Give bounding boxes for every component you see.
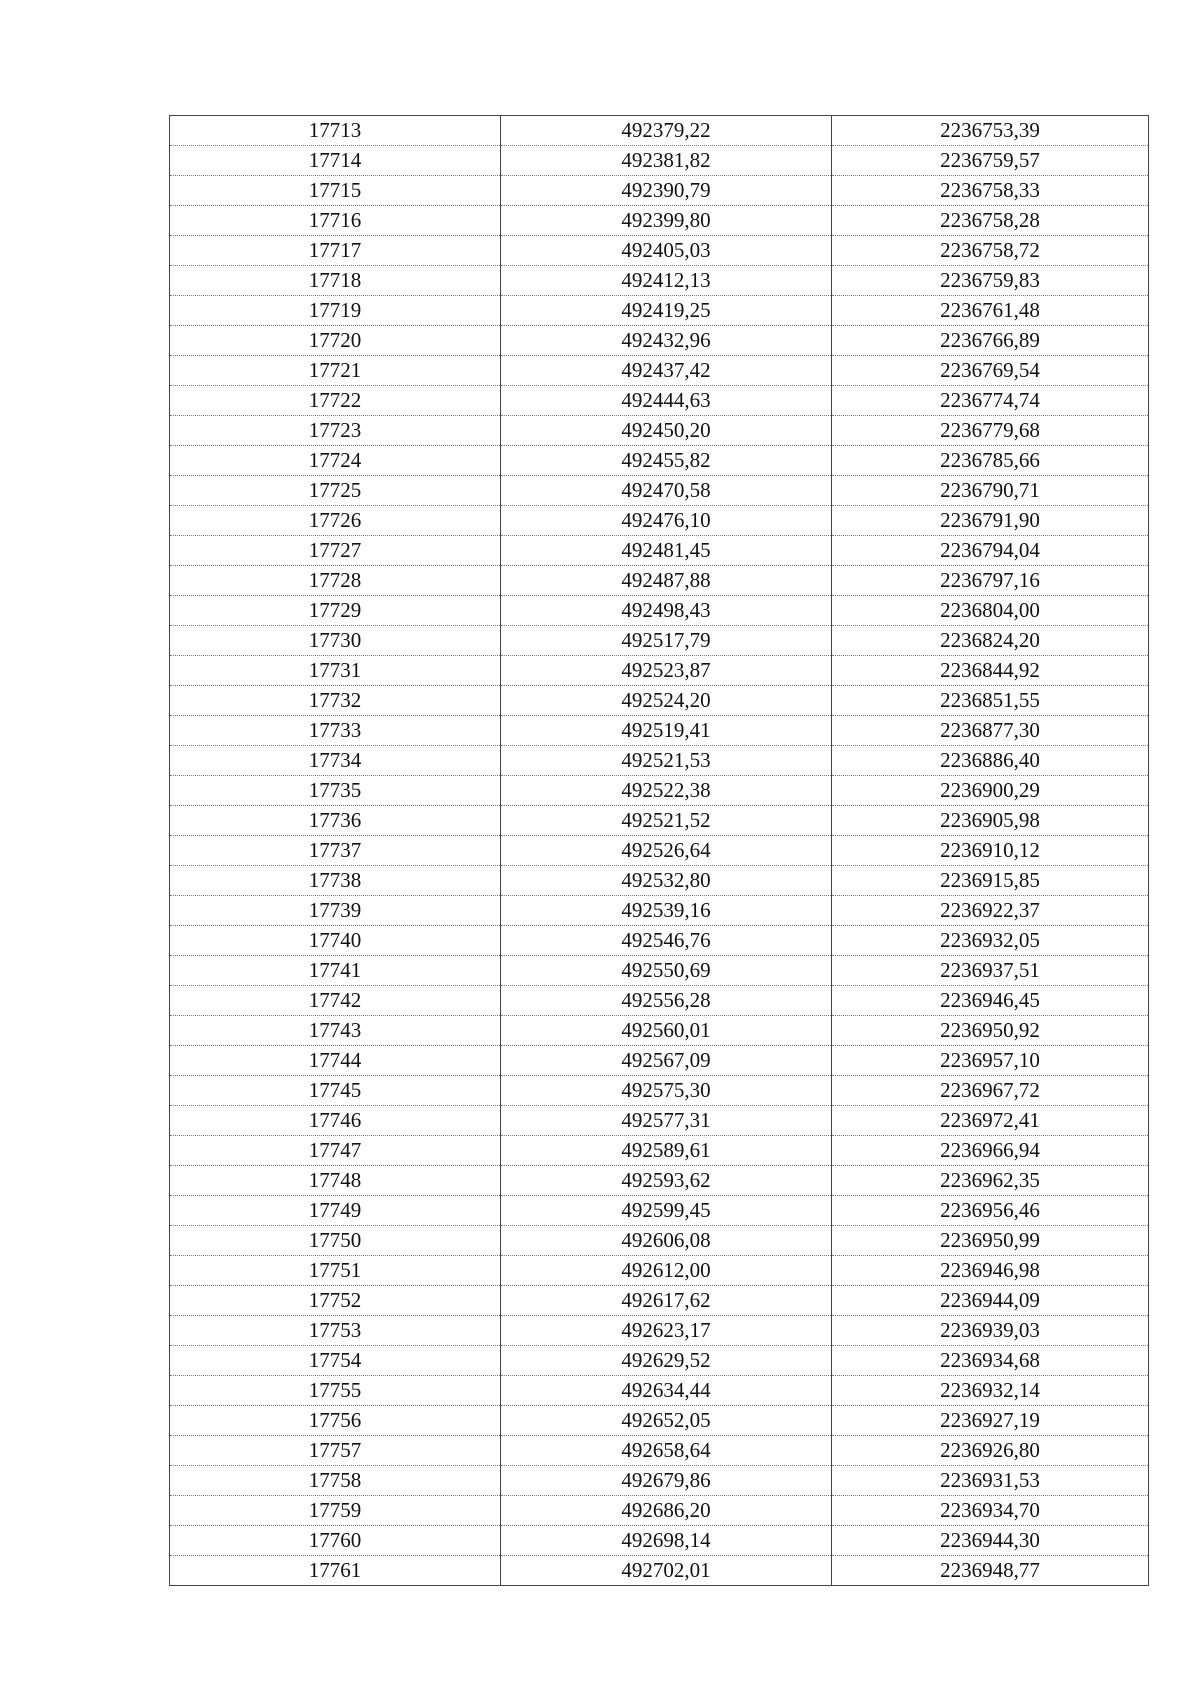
y-coordinate-cell: 2236753,39 [832,116,1149,146]
y-coordinate-cell: 2236931,53 [832,1466,1149,1496]
x-coordinate-cell: 492432,96 [501,326,832,356]
y-coordinate-cell: 2236944,30 [832,1526,1149,1556]
point-number-cell: 17758 [170,1466,501,1496]
point-number-cell: 17737 [170,836,501,866]
point-number-cell: 17731 [170,656,501,686]
x-coordinate-cell: 492679,86 [501,1466,832,1496]
table-row [170,536,1149,566]
point-number-cell: 17713 [170,116,501,146]
table-row [170,926,1149,956]
table-row [170,1406,1149,1436]
table-row [170,1556,1149,1586]
table-row [170,1016,1149,1046]
point-number-cell: 17733 [170,716,501,746]
table-row [170,476,1149,506]
point-number-cell: 17751 [170,1256,501,1286]
point-number-cell: 17722 [170,386,501,416]
point-number-cell: 17723 [170,416,501,446]
point-number-cell: 17745 [170,1076,501,1106]
x-coordinate-cell: 492593,62 [501,1166,832,1196]
table-row [170,326,1149,356]
table-row [170,686,1149,716]
table-row [170,986,1149,1016]
x-coordinate-cell: 492567,09 [501,1046,832,1076]
table-row [170,1436,1149,1466]
x-coordinate-cell: 492455,82 [501,446,832,476]
point-number-cell: 17754 [170,1346,501,1376]
y-coordinate-cell: 2236967,72 [832,1076,1149,1106]
table-row [170,1496,1149,1526]
table-row [170,1046,1149,1076]
x-coordinate-cell: 492629,52 [501,1346,832,1376]
y-coordinate-cell: 2236794,04 [832,536,1149,566]
x-coordinate-cell: 492476,10 [501,506,832,536]
y-coordinate-cell: 2236797,16 [832,566,1149,596]
point-number-cell: 17724 [170,446,501,476]
table-row [170,1226,1149,1256]
y-coordinate-cell: 2236844,92 [832,656,1149,686]
y-coordinate-cell: 2236774,74 [832,386,1149,416]
y-coordinate-cell: 2236759,57 [832,146,1149,176]
point-number-cell: 17760 [170,1526,501,1556]
x-coordinate-cell: 492412,13 [501,266,832,296]
x-coordinate-cell: 492526,64 [501,836,832,866]
table-row [170,866,1149,896]
table-row [170,596,1149,626]
x-coordinate-cell: 492399,80 [501,206,832,236]
table-row [170,1136,1149,1166]
table-row [170,266,1149,296]
y-coordinate-cell: 2236972,41 [832,1106,1149,1136]
table-row [170,1346,1149,1376]
table-row [170,1256,1149,1286]
x-coordinate-cell: 492419,25 [501,296,832,326]
point-number-cell: 17747 [170,1136,501,1166]
x-coordinate-cell: 492560,01 [501,1016,832,1046]
x-coordinate-cell: 492606,08 [501,1226,832,1256]
y-coordinate-cell: 2236900,29 [832,776,1149,806]
y-coordinate-cell: 2236950,99 [832,1226,1149,1256]
point-number-cell: 17752 [170,1286,501,1316]
x-coordinate-cell: 492702,01 [501,1556,832,1586]
x-coordinate-cell: 492634,44 [501,1376,832,1406]
y-coordinate-cell: 2236790,71 [832,476,1149,506]
y-coordinate-cell: 2236766,89 [832,326,1149,356]
y-coordinate-cell: 2236851,55 [832,686,1149,716]
point-number-cell: 17716 [170,206,501,236]
table-row [170,896,1149,926]
x-coordinate-cell: 492623,17 [501,1316,832,1346]
x-coordinate-cell: 492686,20 [501,1496,832,1526]
x-coordinate-cell: 492589,61 [501,1136,832,1166]
table-row [170,1376,1149,1406]
x-coordinate-cell: 492523,87 [501,656,832,686]
point-number-cell: 17715 [170,176,501,206]
x-coordinate-cell: 492521,53 [501,746,832,776]
table-row [170,356,1149,386]
point-number-cell: 17750 [170,1226,501,1256]
point-number-cell: 17728 [170,566,501,596]
y-coordinate-cell: 2236759,83 [832,266,1149,296]
table-row [170,296,1149,326]
y-coordinate-cell: 2236926,80 [832,1436,1149,1466]
table-row [170,1286,1149,1316]
point-number-cell: 17759 [170,1496,501,1526]
y-coordinate-cell: 2236905,98 [832,806,1149,836]
y-coordinate-cell: 2236779,68 [832,416,1149,446]
y-coordinate-cell: 2236758,28 [832,206,1149,236]
point-number-cell: 17741 [170,956,501,986]
table-row [170,386,1149,416]
y-coordinate-cell: 2236932,05 [832,926,1149,956]
table-row [170,626,1149,656]
y-coordinate-cell: 2236922,37 [832,896,1149,926]
y-coordinate-cell: 2236886,40 [832,746,1149,776]
x-coordinate-cell: 492405,03 [501,236,832,266]
x-coordinate-cell: 492546,76 [501,926,832,956]
x-coordinate-cell: 492444,63 [501,386,832,416]
table-row [170,116,1149,146]
x-coordinate-cell: 492550,69 [501,956,832,986]
table-row [170,776,1149,806]
table-row [170,716,1149,746]
y-coordinate-cell: 2236877,30 [832,716,1149,746]
table-row [170,806,1149,836]
x-coordinate-cell: 492450,20 [501,416,832,446]
point-number-cell: 17739 [170,896,501,926]
point-number-cell: 17725 [170,476,501,506]
point-number-cell: 17732 [170,686,501,716]
table-row [170,236,1149,266]
x-coordinate-cell: 492539,16 [501,896,832,926]
y-coordinate-cell: 2236927,19 [832,1406,1149,1436]
y-coordinate-cell: 2236915,85 [832,866,1149,896]
x-coordinate-cell: 492658,64 [501,1436,832,1466]
y-coordinate-cell: 2236962,35 [832,1166,1149,1196]
point-number-cell: 17761 [170,1556,501,1586]
x-coordinate-cell: 492470,58 [501,476,832,506]
table-row [170,146,1149,176]
x-coordinate-cell: 492524,20 [501,686,832,716]
point-number-cell: 17719 [170,296,501,326]
x-coordinate-cell: 492617,62 [501,1286,832,1316]
table-row [170,1466,1149,1496]
point-number-cell: 17742 [170,986,501,1016]
x-coordinate-cell: 492519,41 [501,716,832,746]
point-number-cell: 17714 [170,146,501,176]
table-row [170,1526,1149,1556]
x-coordinate-cell: 492481,45 [501,536,832,566]
x-coordinate-cell: 492379,22 [501,116,832,146]
y-coordinate-cell: 2236791,90 [832,506,1149,536]
point-number-cell: 17744 [170,1046,501,1076]
point-number-cell: 17755 [170,1376,501,1406]
table-row [170,956,1149,986]
y-coordinate-cell: 2236939,03 [832,1316,1149,1346]
x-coordinate-cell: 492498,43 [501,596,832,626]
x-coordinate-cell: 492612,00 [501,1256,832,1286]
point-number-cell: 17721 [170,356,501,386]
y-coordinate-cell: 2236804,00 [832,596,1149,626]
y-coordinate-cell: 2236824,20 [832,626,1149,656]
y-coordinate-cell: 2236934,70 [832,1496,1149,1526]
x-coordinate-cell: 492652,05 [501,1406,832,1436]
point-number-cell: 17757 [170,1436,501,1466]
table-row [170,446,1149,476]
point-number-cell: 17734 [170,746,501,776]
x-coordinate-cell: 492577,31 [501,1106,832,1136]
point-number-cell: 17756 [170,1406,501,1436]
point-number-cell: 17720 [170,326,501,356]
x-coordinate-cell: 492487,88 [501,566,832,596]
table-row [170,1166,1149,1196]
y-coordinate-cell: 2236946,98 [832,1256,1149,1286]
y-coordinate-cell: 2236948,77 [832,1556,1149,1586]
x-coordinate-cell: 492575,30 [501,1076,832,1106]
point-number-cell: 17727 [170,536,501,566]
y-coordinate-cell: 2236956,46 [832,1196,1149,1226]
y-coordinate-cell: 2236758,72 [832,236,1149,266]
x-coordinate-cell: 492437,42 [501,356,832,386]
point-number-cell: 17730 [170,626,501,656]
coordinates-table-body [170,116,1149,1586]
point-number-cell: 17726 [170,506,501,536]
y-coordinate-cell: 2236761,48 [832,296,1149,326]
table-row [170,1196,1149,1226]
table-row [170,206,1149,236]
point-number-cell: 17729 [170,596,501,626]
y-coordinate-cell: 2236957,10 [832,1046,1149,1076]
point-number-cell: 17753 [170,1316,501,1346]
point-number-cell: 17717 [170,236,501,266]
table-row [170,176,1149,206]
point-number-cell: 17738 [170,866,501,896]
y-coordinate-cell: 2236950,92 [832,1016,1149,1046]
point-number-cell: 17718 [170,266,501,296]
point-number-cell: 17743 [170,1016,501,1046]
x-coordinate-cell: 492521,52 [501,806,832,836]
table-row [170,416,1149,446]
y-coordinate-cell: 2236937,51 [832,956,1149,986]
point-number-cell: 17746 [170,1106,501,1136]
table-row [170,1106,1149,1136]
point-number-cell: 17740 [170,926,501,956]
table-row [170,836,1149,866]
y-coordinate-cell: 2236785,66 [832,446,1149,476]
y-coordinate-cell: 2236769,54 [832,356,1149,386]
y-coordinate-cell: 2236934,68 [832,1346,1149,1376]
table-row [170,746,1149,776]
y-coordinate-cell: 2236944,09 [832,1286,1149,1316]
y-coordinate-cell: 2236932,14 [832,1376,1149,1406]
x-coordinate-cell: 492698,14 [501,1526,832,1556]
point-number-cell: 17748 [170,1166,501,1196]
y-coordinate-cell: 2236966,94 [832,1136,1149,1166]
table-row [170,1316,1149,1346]
x-coordinate-cell: 492381,82 [501,146,832,176]
table-row [170,1076,1149,1106]
point-number-cell: 17749 [170,1196,501,1226]
x-coordinate-cell: 492390,79 [501,176,832,206]
table-row [170,506,1149,536]
x-coordinate-cell: 492522,38 [501,776,832,806]
point-number-cell: 17735 [170,776,501,806]
table-row [170,656,1149,686]
point-number-cell: 17736 [170,806,501,836]
x-coordinate-cell: 492517,79 [501,626,832,656]
x-coordinate-cell: 492556,28 [501,986,832,1016]
x-coordinate-cell: 492599,45 [501,1196,832,1226]
coordinates-table [169,115,1149,1586]
y-coordinate-cell: 2236910,12 [832,836,1149,866]
table-row [170,566,1149,596]
x-coordinate-cell: 492532,80 [501,866,832,896]
y-coordinate-cell: 2236758,33 [832,176,1149,206]
y-coordinate-cell: 2236946,45 [832,986,1149,1016]
